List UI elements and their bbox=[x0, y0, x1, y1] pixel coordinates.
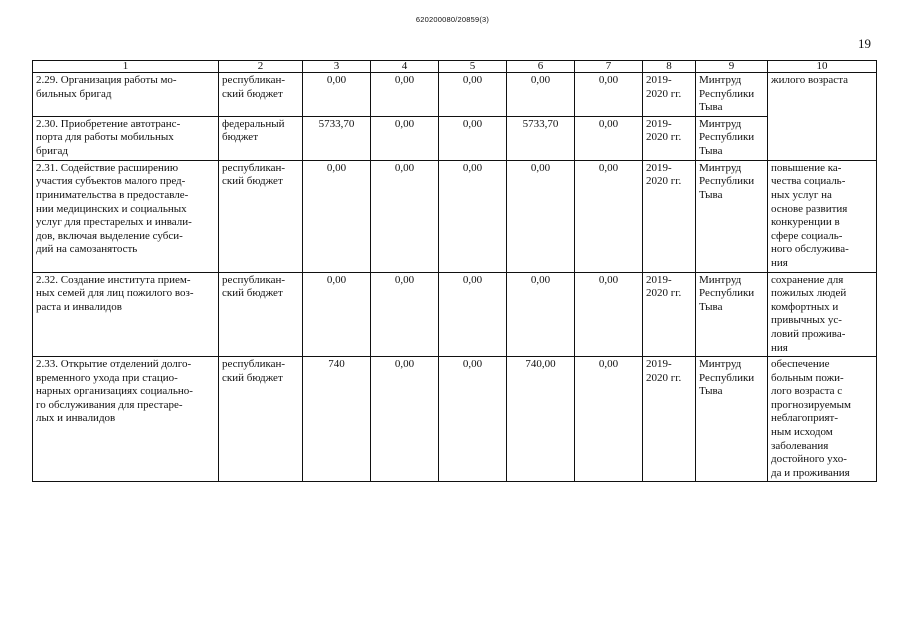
period-cell: 2019- 2020 гг. bbox=[643, 73, 696, 117]
value-cell: 0,00 bbox=[371, 160, 439, 272]
executor-cell: Минтруд Республики Тыва bbox=[696, 160, 768, 272]
period-cell: 2019- 2020 гг. bbox=[643, 160, 696, 272]
value-cell: 0,00 bbox=[439, 73, 507, 117]
page-number: 19 bbox=[858, 36, 871, 51]
column-number: 7 bbox=[575, 61, 643, 73]
period-cell: 2019- 2020 гг. bbox=[643, 357, 696, 482]
funding-source-cell: федеральный бюджет bbox=[219, 116, 303, 160]
value-cell: 0,00 bbox=[371, 116, 439, 160]
value-cell: 5733,70 bbox=[303, 116, 371, 160]
executor-cell: Минтруд Республики Тыва bbox=[696, 116, 768, 160]
value-cell: 0,00 bbox=[439, 116, 507, 160]
value-cell: 0,00 bbox=[303, 160, 371, 272]
column-number: 10 bbox=[768, 61, 877, 73]
funding-source-cell: республикан- ский бюджет bbox=[219, 357, 303, 482]
activity-cell: 2.31. Содействие расширению участия субъектов малого пред- принимательства в предоставле- нии медицинских и социальных услуг для престарелых и инвали- дов, включая выделение субси- дий на самозанятость bbox=[33, 160, 219, 272]
column-number: 9 bbox=[696, 61, 768, 73]
program-activities-table bbox=[32, 60, 877, 482]
activity-cell: 2.29. Организация работы мо- бильных бригад bbox=[33, 73, 219, 117]
table-row bbox=[33, 357, 877, 482]
table-row bbox=[33, 160, 877, 272]
value-cell: 0,00 bbox=[575, 160, 643, 272]
result-cell: жилого возраста bbox=[768, 73, 877, 117]
value-cell: 0,00 bbox=[507, 160, 575, 272]
value-cell: 0,00 bbox=[575, 73, 643, 117]
value-cell: 0,00 bbox=[575, 116, 643, 160]
column-number: 5 bbox=[439, 61, 507, 73]
result-cell bbox=[768, 116, 877, 160]
funding-source-cell: республикан- ский бюджет bbox=[219, 272, 303, 357]
value-cell: 5733,70 bbox=[507, 116, 575, 160]
activity-cell: 2.30. Приобретение автотранс- порта для работы мобильных бригад bbox=[33, 116, 219, 160]
period-cell: 2019- 2020 гг. bbox=[643, 116, 696, 160]
document-code: 620200080/20859(3) bbox=[415, 15, 490, 24]
table-row bbox=[33, 116, 877, 160]
activity-cell: 2.33. Открытие отделений долго- временного ухода при стацио- нарных организациях социально- го обслуживания для престаре- лых и инвалидов bbox=[33, 357, 219, 482]
column-number: 8 bbox=[643, 61, 696, 73]
table-row bbox=[33, 272, 877, 357]
executor-cell: Минтруд Республики Тыва bbox=[696, 357, 768, 482]
executor-cell: Минтруд Республики Тыва bbox=[696, 272, 768, 357]
column-number: 1 bbox=[33, 61, 219, 73]
column-number: 4 bbox=[371, 61, 439, 73]
column-number: 2 bbox=[219, 61, 303, 73]
funding-source-cell: республикан- ский бюджет bbox=[219, 73, 303, 117]
value-cell: 0,00 bbox=[303, 73, 371, 117]
funding-source-cell: республикан- ский бюджет bbox=[219, 160, 303, 272]
value-cell: 0,00 bbox=[507, 272, 575, 357]
value-cell: 0,00 bbox=[439, 357, 507, 482]
value-cell: 0,00 bbox=[371, 272, 439, 357]
value-cell: 0,00 bbox=[507, 73, 575, 117]
value-cell: 0,00 bbox=[575, 357, 643, 482]
column-number-row bbox=[33, 61, 877, 73]
column-number: 6 bbox=[507, 61, 575, 73]
value-cell: 740 bbox=[303, 357, 371, 482]
value-cell: 0,00 bbox=[439, 272, 507, 357]
result-cell: повышение ка- чества социаль- ных услуг на основе развития конкуренции в сфере социаль- ного обслужива- ния bbox=[768, 160, 877, 272]
value-cell: 0,00 bbox=[303, 272, 371, 357]
table-row bbox=[33, 73, 877, 117]
result-cell: обеспечение больным пожи- лого возраста с прогнозируемым неблагоприят- ным исходом заболевания достойного ухо- да и проживания bbox=[768, 357, 877, 482]
result-cell: сохранение для пожилых людей комфортных и привычных ус- ловий прожива- ния bbox=[768, 272, 877, 357]
executor-cell: Минтруд Республики Тыва bbox=[696, 73, 768, 117]
column-number: 3 bbox=[303, 61, 371, 73]
value-cell: 740,00 bbox=[507, 357, 575, 482]
value-cell: 0,00 bbox=[371, 357, 439, 482]
activity-cell: 2.32. Создание института прием- ных семей для лиц пожилого воз- раста и инвалидов bbox=[33, 272, 219, 357]
value-cell: 0,00 bbox=[439, 160, 507, 272]
value-cell: 0,00 bbox=[371, 73, 439, 117]
value-cell: 0,00 bbox=[575, 272, 643, 357]
period-cell: 2019- 2020 гг. bbox=[643, 272, 696, 357]
